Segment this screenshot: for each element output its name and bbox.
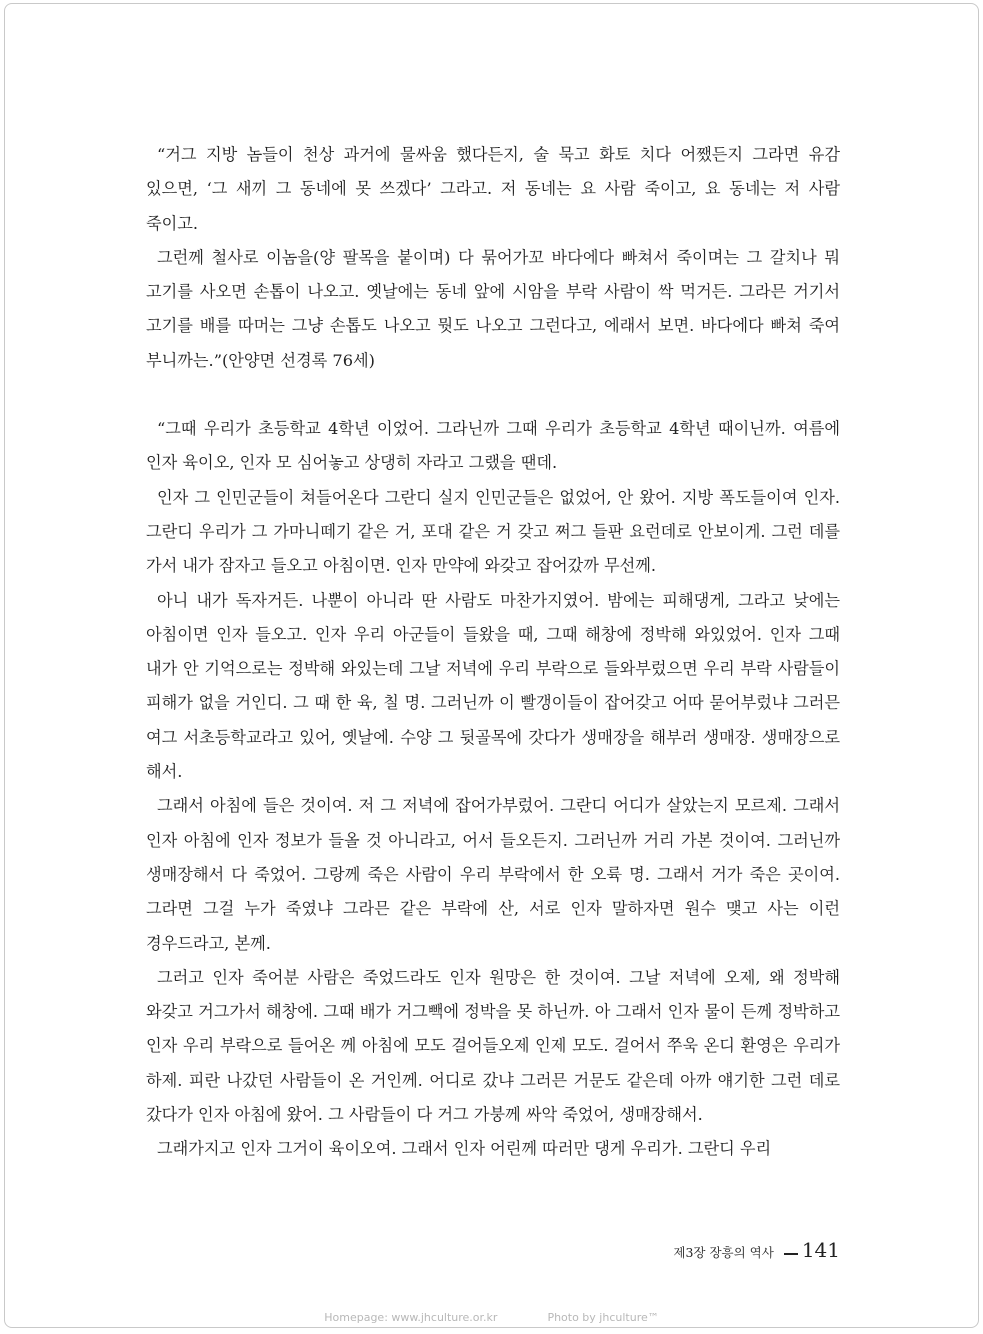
credit-line bbox=[0, 1311, 983, 1324]
section-gap bbox=[146, 378, 840, 412]
paragraph: “그때 우리가 초등학교 4학년 이었어. 그라닌까 그때 우리가 초등학교 4학년 때이닌까. 여름에 인자 육이오, 인자 모 심어놓고 상댕히 자라고 그랬을 땐데. bbox=[146, 419, 840, 473]
page-number: 141 bbox=[801, 1238, 840, 1262]
photo-credit: Photo by jhculture™ bbox=[547, 1311, 659, 1324]
body-text bbox=[146, 138, 840, 1167]
paragraph: 인자 그 인민군들이 쳐들어온다 그란디 실지 인민군들은 없었어, 안 왔어. 지방 폭도들이여 인자. 그란디 우리가 그 가마니떼기 같은 거, 포대 같은 거 갖고 쩌그 들판 요런데로 안보이게. 그런 데를 가서 내가 잠자고 들오고 아침이면. 인자 만약에 와갖고 잡어갔까 무선께. bbox=[146, 487, 840, 576]
paragraph: “거그 지방 놈들이 천상 과거에 물싸움 했다든지, 술 묵고 화토 치다 어쨌든지 그라면 유감 있으면, ‘그 새끼 그 동네에 못 쓰겠다’ 그라고. 저 동네는 요 사람 죽이고, 요 동네는 저 사람 죽이고. bbox=[146, 145, 840, 233]
footer-rule bbox=[784, 1253, 798, 1255]
paragraph: 그런께 철사로 이놈을(양 팔목을 붙이며) 다 묶어가꼬 바다에다 빠쳐서 죽이며는 그 갈치나 뭐 고기를 사오면 손톱이 나오고. 옛날에는 동네 앞에 시암을 부락 사람이 싹 먹거든. 그라믄 거기서 고기를 배를 따머는 그냥 손톱도 나오고 뭣도 나오고 그런다고, 에래서 보면. 바다에다 빠쳐 죽여 부니까는.”(안양면 선경록 76세) bbox=[146, 247, 840, 370]
homepage-credit: Homepage: www.jhculture.or.kr bbox=[324, 1311, 498, 1324]
chapter-title: 제3장 장흥의 역사 bbox=[673, 1245, 774, 1260]
paragraph: 그래서 아침에 들은 것이여. 저 그 저녁에 잡어가부렀어. 그란디 어디가 살았는지 모르제. 그래서 인자 아침에 인자 정보가 들올 것 아니라고, 어서 들오든지. 그러닌까 거리 가본 것이여. 그러닌까 생매장해서 다 죽었어. 그랑께 죽은 사람이 우리 부락에서 한 오륙 명. 그래서 거가 죽은 곳이여. 그라면 그걸 누가 죽였냐 그라믄 같은 부락에 산, 서로 인자 말하자면 원수 맺고 사는 이런 경우드라고, 본께. bbox=[146, 796, 840, 953]
paragraph: 그러고 인자 죽어분 사람은 죽었드라도 인자 원망은 한 것이여. 그날 저녁에 오제, 왜 정박해 와갖고 거그가서 해창에. 그때 배가 거그빽에 정박을 못 하닌까. 아 그래서 인자 물이 든께 정박하고 인자 우리 부락으로 들어온 께 아침에 모도 걸어들오제 인제 모도. 걸어서 쭈욱 온디 환영은 우리가 하제. 피란 나갔던 사람들이 온 거인께. 어디로 갔냐 그러믄 거문도 같은데 아까 얘기한 그런 데로 갔다가 인자 아침에 왔어. 그 사람들이 다 거그 가붕께 싸악 죽었어, 생매장해서. bbox=[146, 967, 840, 1125]
paragraph: 그래가지고 인자 그거이 육이오여. 그래서 인자 어린께 따러만 댕게 우리가. 그란디 우리 bbox=[157, 1139, 772, 1159]
paragraph: 아니 내가 독자거든. 나뿐이 아니라 딴 사람도 마찬가지였어. 밤에는 피해댕게, 그라고 낮에는 아침이면 인자 들오고. 인자 우리 아군들이 들왔을 때, 그때 해창에 정박해 와있었어. 인자 그때 내가 안 기억으로는 정박해 와있는데 그날 저녁에 우리 부락으로 들와부렀으면 우리 부락 사람들이 피해가 없을 거인디. 그 때 한 육, 칠 명. 그러닌까 이 빨갱이들이 잡어갖고 어따 묻어부렀냐 그러믄 여그 서초등학교라고 있어, 옛날에. 수양 그 뒷골목에 갓다가 생매장을 해부러 생매장. 생매장으로 해서. bbox=[146, 590, 840, 782]
page-footer bbox=[600, 1232, 840, 1271]
